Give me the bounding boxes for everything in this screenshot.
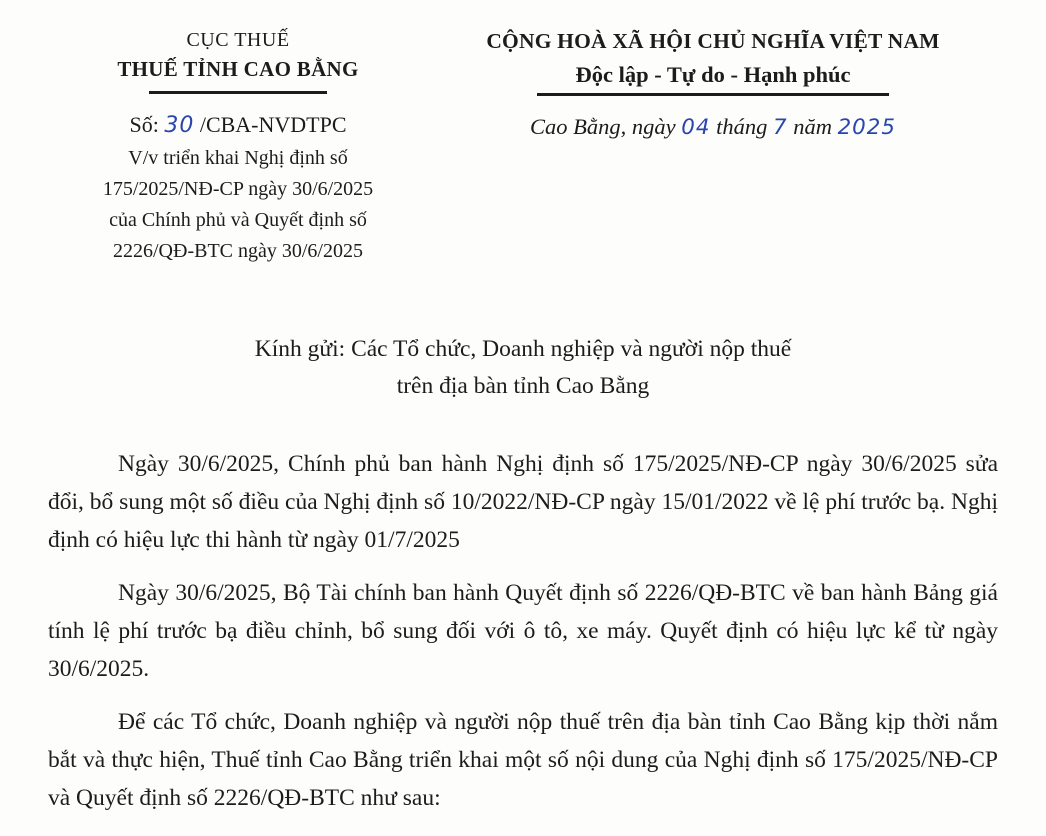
body-paragraph: Để các Tổ chức, Doanh nghiệp và người nộp thuế trên địa bàn tỉnh Cao Bằng kịp thời nắm bắt và thực hiện, Thuế tỉnh Cao Bằng triển khai một số nội dung của Nghị định số 175/2025/NĐ-CP và Quyết định số 2226/QĐ-BTC như sau: (48, 709, 998, 811)
dateline-month-handwritten: 7 (773, 115, 788, 140)
dateline-year-handwritten: 2025 (837, 115, 896, 140)
national-title: CỘNG HOÀ XÃ HỘI CHỦ NGHĨA VIỆT NAM (486, 29, 940, 53)
document-number-suffix: /CBA-NVDTPC (199, 112, 347, 137)
place-date-line (428, 112, 998, 143)
dateline-month-label: tháng (716, 114, 768, 139)
document-number-prefix: Số: (129, 112, 159, 137)
dateline-year-label: năm (793, 114, 832, 139)
letter-header (48, 26, 998, 267)
document-number-handwritten: 30 (164, 113, 195, 138)
dateline-place: Cao Bằng, ngày (530, 114, 676, 139)
body-paragraph: Ngày 30/6/2025, Chính phủ ban hành Nghị định số 175/2025/NĐ-CP ngày 30/6/2025 sửa đổi, bổ sung một số điều của Nghị định số 10/2022/NĐ-CP ngày 15/01/2022 về lệ phí trước bạ. Nghị định có hiệu lực thi hành từ ngày 01/7/2025 (48, 451, 998, 553)
salutation-block (48, 331, 998, 405)
national-motto: Độc lập - Tự do - Hạnh phúc (575, 62, 851, 87)
document-number-line (48, 111, 428, 140)
document-subject (48, 143, 428, 267)
body-paragraph: Ngày 30/6/2025, Bộ Tài chính ban hành Quyết định số 2226/QĐ-BTC về ban hành Bảng giá tính lệ phí trước bạ điều chỉnh, bổ sung đối với ô tô, xe máy. Quyết định có hiệu lực kể từ ngày 30/6/2025. (48, 580, 998, 682)
subject-line: 2226/QĐ-BTC ngày 30/6/2025 (113, 240, 363, 262)
agency-underline (149, 91, 327, 94)
subject-line: của Chính phủ và Quyết định số (109, 209, 367, 231)
subject-line: V/v triển khai Nghị định số (128, 147, 348, 169)
issuing-agency-block (48, 26, 428, 267)
motto-underline (537, 93, 889, 96)
agency-name: THUẾ TỈNH CAO BẰNG (117, 57, 359, 81)
parent-agency-name: CỤC THUẾ (186, 29, 290, 51)
letter-body (48, 445, 998, 817)
salutation-line2: trên địa bàn tỉnh Cao Bằng (396, 373, 650, 399)
dateline-day-handwritten: 04 (681, 115, 711, 140)
salutation-line1: Kính gửi: Các Tổ chức, Doanh nghiệp và người nộp thuế (254, 336, 792, 362)
national-header-block (428, 26, 998, 143)
subject-line: 175/2025/NĐ-CP ngày 30/6/2025 (102, 178, 374, 200)
